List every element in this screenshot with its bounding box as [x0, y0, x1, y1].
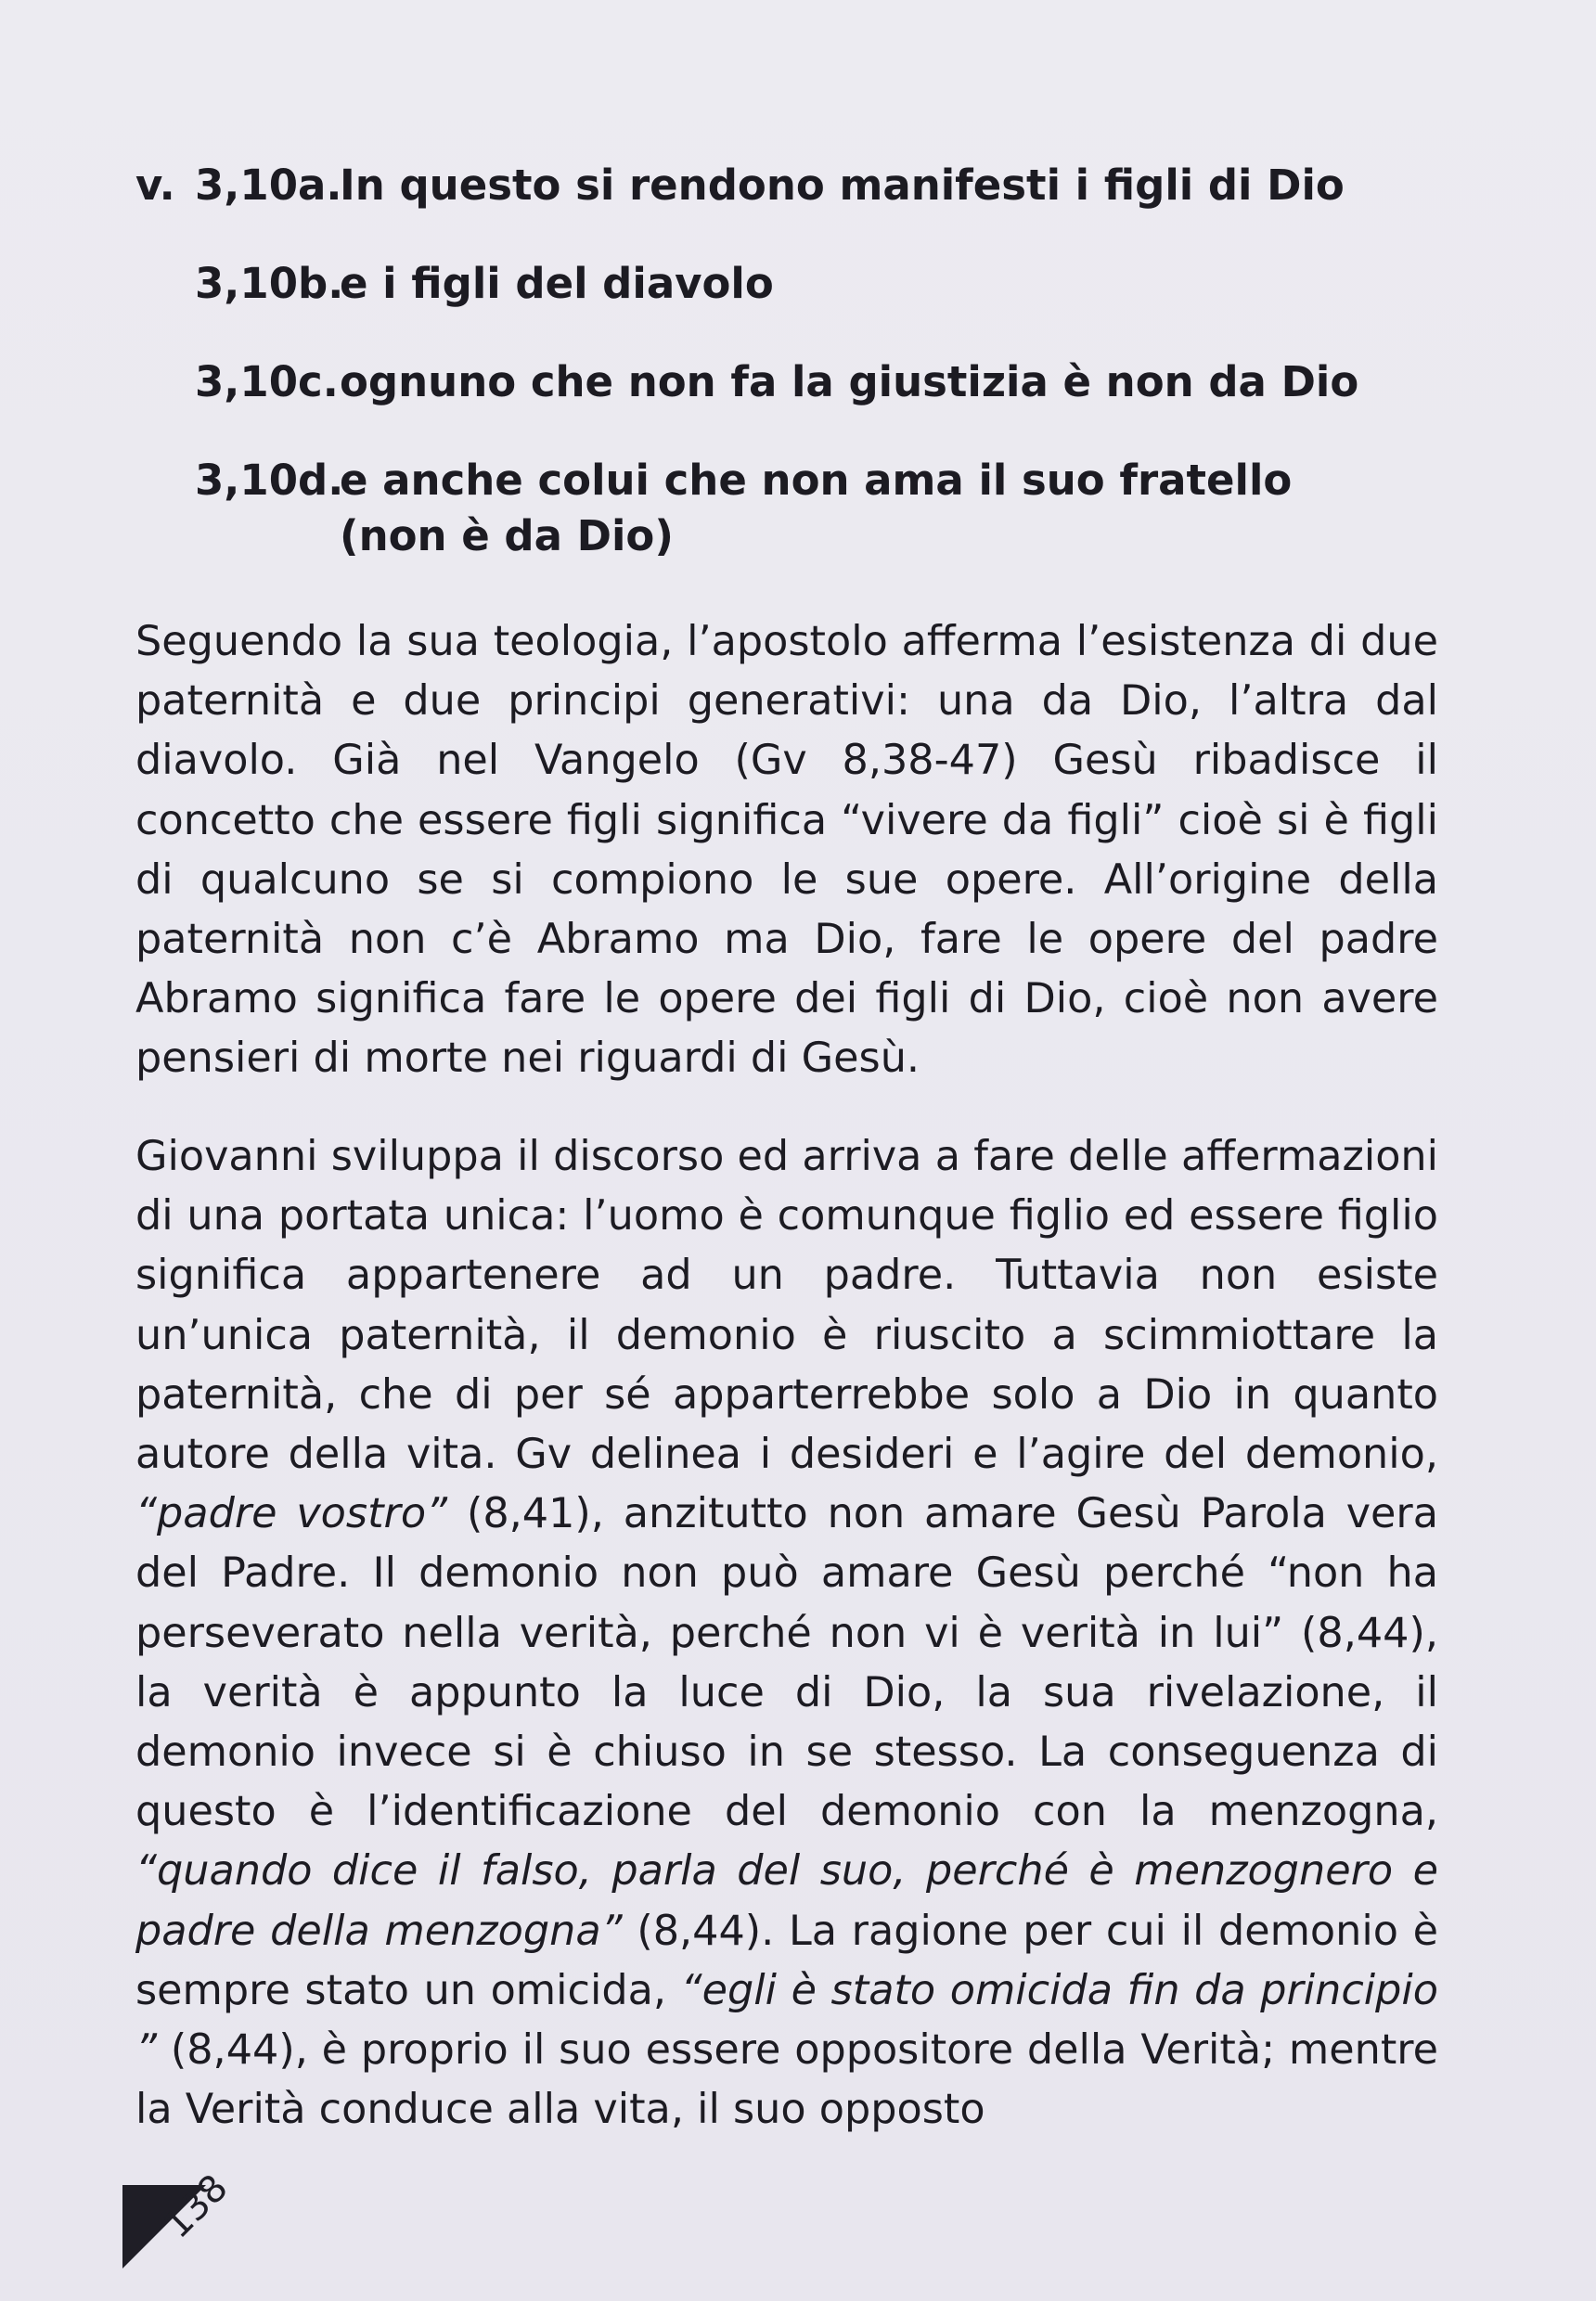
paragraph-segment: (8,41), anzitutto non amare Gesù Parola vera del Padre. Il demonio non può amare Gesù perché “non ha perseverato nella verità, perché non vi è verità in lui” (8,44), la verità è appunto la luce di Dio, la sua rivelazione, il demonio invece si è chiuso in se stesso. La conseguenza di questo è l’identificazione del demonio con la menzogna, [135, 1490, 1438, 1836]
verse-reference: 3,10b. [195, 259, 344, 308]
verse-line [135, 256, 1453, 312]
paragraph-text [135, 1127, 1438, 2140]
verse-text-line: e anche colui che non ama il suo fratello [340, 456, 1293, 505]
verse-text [340, 453, 1453, 564]
paragraph-segment: Giovanni sviluppa il discorso ed arriva a fare delle affermazioni di una portata unica: l’uomo è comunque figlio ed essere figlio significa appartenere ad un padre. Tuttavia non esiste un’unica paternità, il demonio è riuscito a scimmiottare la paternità, che di per sé apparterrebbe solo a Dio in quanto autore della vita. Gv delinea i desideri e l’agire del demonio, [135, 1133, 1438, 1479]
commentary-paragraph-2 [135, 1127, 1438, 2140]
verse-reference: 3,10c. [195, 357, 339, 406]
quotation-italic: “padre vostro” [135, 1490, 448, 1538]
verse-text: ognuno che non fa la giustizia è non da Dio [340, 357, 1359, 406]
verse-marker [135, 453, 195, 564]
verse-marker [135, 354, 195, 410]
page-number: 138 [156, 2166, 237, 2247]
page-folio [122, 2166, 243, 2278]
quotation-italic: “egli è stato omicida fin da principio ” [135, 1966, 1438, 2075]
verse-reference: 3,10a. [195, 161, 342, 210]
commentary-paragraph-1 [135, 612, 1438, 1089]
verse-line [135, 453, 1453, 564]
verse-marker [135, 256, 195, 312]
paragraph-segment: (8,44), è proprio il suo essere oppositore della Verità; mentre la Verità conduce alla vita, il suo opposto [135, 2026, 1438, 2134]
quotation-italic: “quando dice il falso, parla del suo, perché è menzognero e padre della menzogna” [135, 1847, 1438, 1955]
paragraph-text: Seguendo la sua teologia, l’apostolo afferma l’esistenza di due paternità e due principi generativi: una da Dio, l’altra dal diavolo. Già nel Vangelo (Gv 8,38-47) Gesù ribadisce il concetto che essere figli significa “vivere da figli” cioè si è figli di qualcuno se si compiono le sue opere. All’origine della paternità non c’è Abramo ma Dio, fare le opere del padre Abramo significa fare le opere dei figli di Dio, cioè non avere pensieri di morte nei riguardi di Gesù. [135, 618, 1438, 1083]
verse-list [135, 158, 1453, 564]
verse-reference: 3,10d. [195, 456, 344, 505]
verse-line [135, 158, 1453, 213]
verse-text: In questo si rendono manifesti i figli di Dio [340, 161, 1345, 210]
verse-line [135, 354, 1453, 410]
verse-text-continuation: (non è da Dio) [340, 511, 674, 560]
verse-text: e i figli del diavolo [340, 259, 774, 308]
paragraph-segment: (8,44). La ragione per cui il demonio è sempre stato un omicida, [135, 1907, 1438, 2014]
verse-marker: v. [135, 161, 175, 210]
